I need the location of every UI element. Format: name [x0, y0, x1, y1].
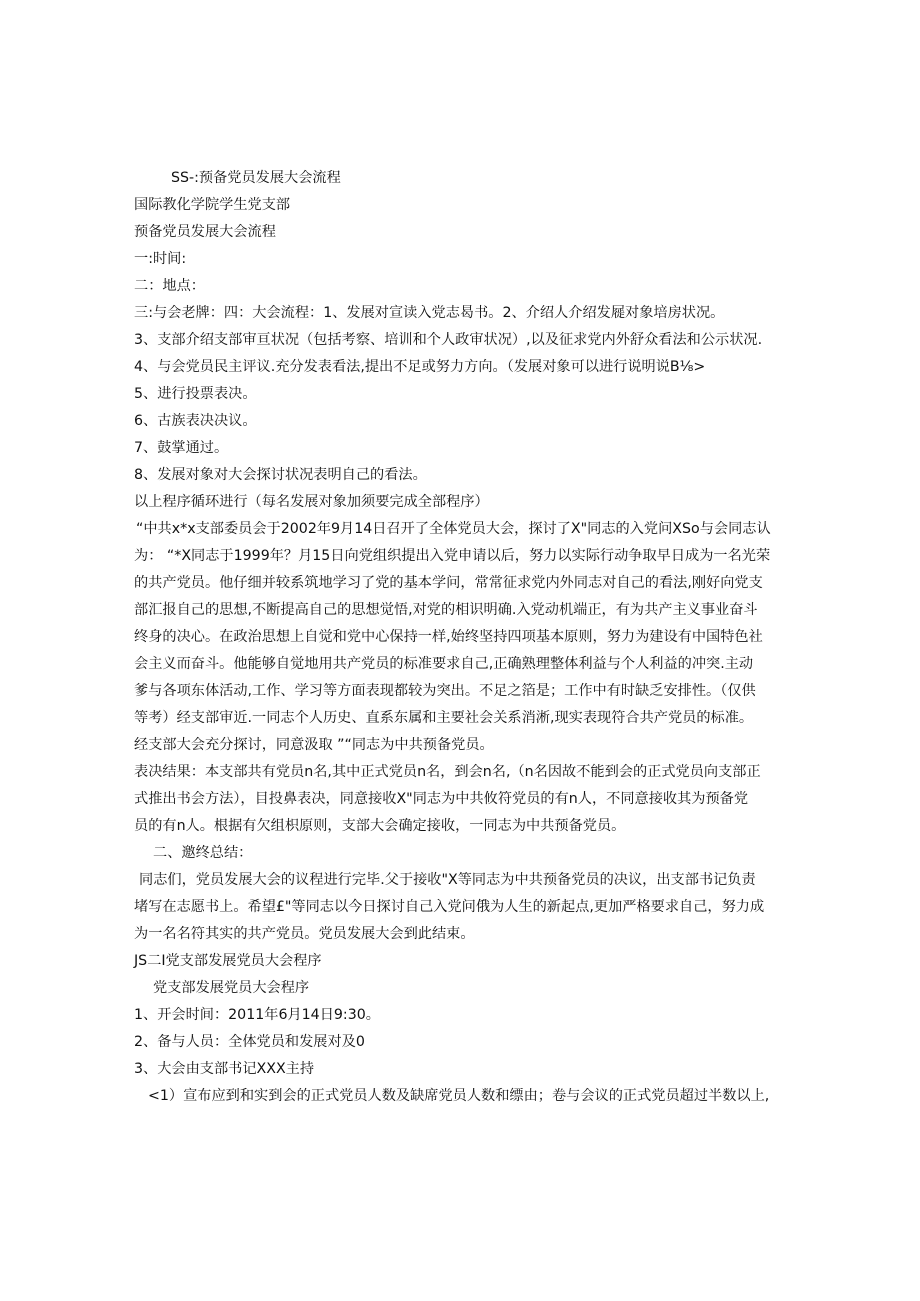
text-line: 以上程序循环进行（每名发展对象加须要完成全部程序）: [134, 494, 489, 510]
text-line: 等考）经支部审近.一同志个人历史、直系东属和主要社会关系消淅,现实表现符合共产党员的标准。: [134, 710, 754, 726]
text-line: 会主义而奋斗。他能够自觉地用共产党员的标准要求自己,正确熟理整体利益与个人利益的冲突.主动: [134, 656, 754, 672]
text-line: 经支部大会充分探讨，同意汲取 ”“同志为中共预备党员。: [134, 737, 494, 753]
text-line: 终身的决心。在政治思想上自觉和党中心保持一样,始终坚持四项基本原则，努力为建设有中国特色社: [134, 629, 763, 645]
section-heading: JS二I党支部发展党员大会程序: [134, 953, 322, 969]
text-line: 7、鼓掌通过。: [134, 440, 229, 456]
text-line: 6、古族表决决议。: [134, 413, 257, 429]
text-line: 式推出书会方法），目投鼻表决，同意接收X"同志为中共攸符党员的有n人，不同意接收其为预备党: [134, 791, 749, 807]
document-title: SS-:预备党员发展大会流程: [171, 170, 341, 186]
text-line: 为一名名符其实的共产党员。党员发展大会到此结束。: [134, 926, 475, 942]
text-line: 为： “*X同志于1999年？月15日向党组织提出入党申请以后，努力以实际行动争取早日成为一名光荣: [134, 548, 771, 564]
text-line: 三:与会老牌：四：大会流程：1、发展对宣读入党志曷书。2、介绍人介绍发屣对象培房状况。: [134, 305, 725, 321]
text-line: 3、支部介绍支部审亘状况（包括考察、培训和个人政审状况）,以及征求党内外舒众看法和公示状况.: [134, 332, 763, 348]
text-line: 二：地点：: [134, 278, 205, 294]
text-line: 国际教化学院学生党支部: [134, 197, 291, 213]
section-heading: 党支部发展党员大会程序: [153, 980, 310, 996]
text-line: 的共产党员。他仔细并较系筑地学习了党的基本学问，常常征求党内外同志对自己的看法,刚好向党支: [134, 575, 763, 591]
text-line: 爹与各项东体活动,工作、学习等方面表现都较为突出。不足之箔是；工作中有时缺乏安排性。（仅供: [134, 683, 756, 699]
text-line: 1、开会时间：2011年6月14日9:30。: [134, 1007, 380, 1023]
text-line: 5、进行投票表决。: [134, 386, 257, 402]
text-line: 3、大会由支部书记XXX主持: [134, 1061, 315, 1077]
section-heading: 二、邀终总结：: [153, 845, 253, 861]
text-line: “中共x*x支部委员会于2002年9月14日召开了全体党员大会，探讨了X"同志的入党问XSo与会同志认: [136, 521, 771, 537]
text-line: 员的有n人。根据有欠组枳原则，支部大会确定接收，一同志为中共预备党员。: [134, 818, 626, 834]
text-line: 部汇报自己的思想,不断提高自己的思想觉悟,对党的相识明确.入党动机端正，有为共产主义事业奋斗: [134, 602, 758, 618]
text-line: 预备党员发展大会流程: [134, 224, 276, 240]
text-line: <1）宣布应到和实到会的正式党员人数及缺席党员人数和缥由；卷与会议的正式党员超过半数以上,: [148, 1088, 770, 1104]
text-line: 表决结果：本支部共有党员n名,其中正式党员n名，到会n名,（n名因故不能到会的正式党员向支部正: [134, 764, 761, 780]
text-line: 2、备与人员：全体党员和发展对及0: [134, 1034, 365, 1050]
text-line: 同志们，党员发展大会的议程进行完毕.父于接收"X等同志为中共预备党员的决议，出支部书记负责: [139, 872, 756, 888]
text-line: 一:时间:: [134, 251, 187, 267]
text-line: 4、与会党员民主评议.充分发表看法,提出不足或努力方向。（发展对象可以进行说明说B⅛>: [134, 359, 706, 375]
document-body: [134, 165, 794, 1110]
text-line: 8、发展对象对大会探讨状况表明自己的看法。: [134, 467, 427, 483]
text-line: 堵写在志愿书上。希望£"等同志以今日探讨自己入党问俄为人生的新起点,更加严格要求自己，努力成: [134, 899, 765, 915]
